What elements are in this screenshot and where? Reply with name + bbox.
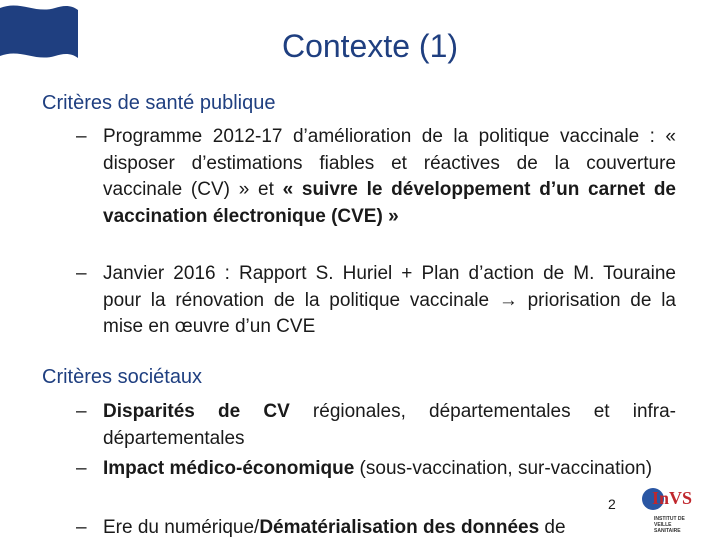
page-number: 2 [608, 496, 616, 512]
list-item [76, 124, 676, 230]
list-dash: – [76, 263, 87, 284]
list-dash: – [76, 401, 87, 422]
list-item-text: Janvier 2016 : Rapport S. Huriel + Plan d’action de M. Touraine pour la rénovation de la politique vaccinale → priorisation de la mise en œuvre d’un CVE [103, 263, 676, 337]
list-dash: – [76, 517, 87, 538]
section-heading-societal: Critères sociétaux [42, 366, 203, 388]
logo-brand: InVS [652, 488, 693, 508]
logo-subtitle: INSTITUT DE VEILLE SANITAIRE [654, 516, 685, 534]
list-item [76, 261, 676, 341]
list-item [76, 456, 676, 483]
list-item-text: Impact médico-économique (sous-vaccination, sur-vaccination) [103, 458, 653, 479]
list-dash: – [76, 458, 87, 479]
list-item [76, 515, 676, 542]
invs-logo [638, 486, 696, 540]
section-heading-public-health: Critères de santé publique [42, 92, 276, 114]
slide-title: Contexte (1) [281, 28, 459, 64]
list-item-text: Ere du numérique/Dématérialisation des données de [103, 517, 566, 538]
list-item [76, 399, 676, 452]
list-dash: – [76, 126, 87, 147]
list-item-text: Programme 2012-17 d’amélioration de la politique vaccinale : « disposer d’estimations fiables et réactives de la couverture vaccinale (CV) » et « suivre le développement d’un carnet de vaccination électronique (CVE) » [103, 126, 676, 227]
list-item-text: Disparités de CV régionales, départementales et infra-départementales [103, 401, 677, 449]
